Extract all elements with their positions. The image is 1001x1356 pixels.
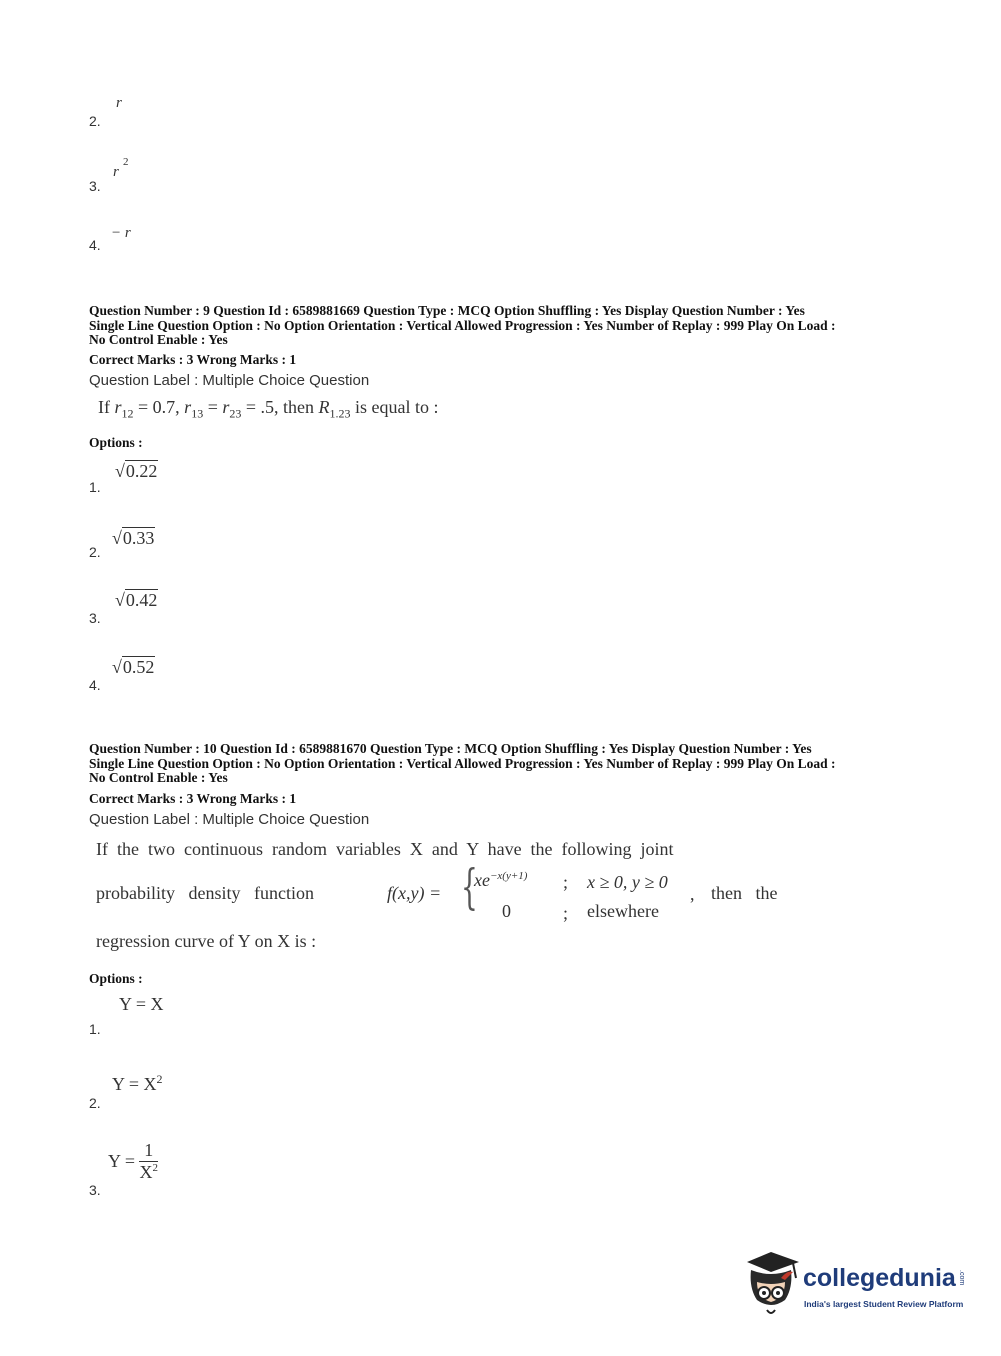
radicand: 0.52 [122,657,155,677]
question-label: Question Label : Multiple Choice Question [89,372,370,389]
denominator-exponent: 2 [152,1162,158,1174]
marks-info: Correct Marks : 3 Wrong Marks : 1 [89,791,297,806]
mascot-icon [741,1248,803,1318]
denominator-base: X [139,1162,153,1182]
option-value [108,1140,158,1183]
option-value: √0.52 [112,657,155,677]
option-number: 1. [89,1021,101,1037]
option-number: 2. [89,1095,101,1111]
text-fragment: = [207,397,218,417]
option-expression-base: r [113,164,119,180]
metadata-line: Question Number : 10 Question Id : 6589881670 Question Type : MCQ Option Shuffling : Yes Display Question Number : Yes [89,741,812,756]
question-metadata [89,304,919,348]
text-fragment: R [318,397,330,417]
logo-tld: .com [958,1270,965,1286]
case-separator: ; [563,872,569,892]
text-fragment: 23 [229,406,242,421]
option-value: Y = X [119,994,164,1014]
function-notation: f(x,y) = [387,883,442,903]
case-exponent: −x(y+1) [489,870,528,882]
marks-info: Correct Marks : 3 Wrong Marks : 1 [89,352,297,367]
text-fragment: 1.23 [329,406,351,421]
option-lhs: Y = [108,1151,135,1171]
question-label: Question Label : Multiple Choice Question [89,811,370,828]
radicand: 0.33 [122,528,155,548]
text-fragment: = 0.7, [138,397,180,417]
text-fragment: = .5, then [245,397,315,417]
text-fragment: r [222,397,230,417]
question-text-fragment: probability density function [96,883,314,903]
fraction-denominator [139,1162,158,1183]
option-number: 2. [89,544,101,560]
option-base: Y = X [112,1074,157,1094]
option-expression: − r [111,225,131,241]
option-value: √0.33 [112,528,155,548]
metadata-line: No Control Enable : Yes [89,770,228,785]
logo-tagline: India's largest Student Review Platform [804,1299,964,1309]
metadata-line: Single Line Question Option : No Option Orientation : Vertical Allowed Progression : Yes Number of Replay : 999 Play On Load : [89,317,836,333]
text-fragment: 13 [191,406,204,421]
text-fragment: 12 [121,406,134,421]
options-label: Options : [89,971,143,986]
option-value: √0.22 [115,461,158,481]
case-condition: elsewhere [587,901,659,921]
logo-title: collegedunia [803,1264,956,1292]
case-expression: xe [474,870,490,890]
option-value [112,1072,162,1095]
options-label: Options : [89,435,143,450]
radicand: 0.42 [125,590,158,610]
option-expression-sup: 2 [123,156,129,168]
case-condition: x ≥ 0, y ≥ 0 [587,872,668,892]
text-comma: , [690,884,695,904]
question-text-fragment: then the [711,883,778,903]
text-fragment: is equal to : [355,397,439,417]
case-expression: 0 [502,901,511,921]
metadata-line: Single Line Question Option : No Option Orientation : Vertical Allowed Progression : Yes Number of Replay : 999 Play On Load : [89,755,836,771]
option-number: 4. [89,677,101,693]
fraction-numerator: 1 [139,1140,158,1162]
metadata-line: No Control Enable : Yes [89,332,228,347]
option-value: √0.42 [115,590,158,610]
option-exponent: 2 [156,1072,163,1086]
case-separator: ; [563,903,569,923]
metadata-line: Question Number : 9 Question Id : 6589881669 Question Type : MCQ Option Shuffling : Yes Display Question Number : Yes [89,303,805,318]
option-number: 1. [89,479,101,495]
piecewise-case-1 [474,870,527,891]
piecewise-brace: { [461,859,478,915]
text-fragment: r [184,397,192,417]
option-number: 3. [89,610,101,626]
option-fraction [139,1140,158,1183]
option-expression: r [116,95,122,111]
option-number: 2. [89,113,101,129]
question-text [98,397,439,422]
question-text-line: regression curve of Y on X is : [96,931,317,951]
text-fragment: If [98,397,110,417]
text-fragment: r [114,397,122,417]
radicand: 0.22 [125,461,158,481]
option-number: 3. [89,1182,101,1198]
question-text-line: If the two continuous random variables X and Y have the following joint [96,839,674,859]
option-number: 4. [89,237,101,253]
question-metadata [89,742,919,786]
option-number: 3. [89,178,101,194]
